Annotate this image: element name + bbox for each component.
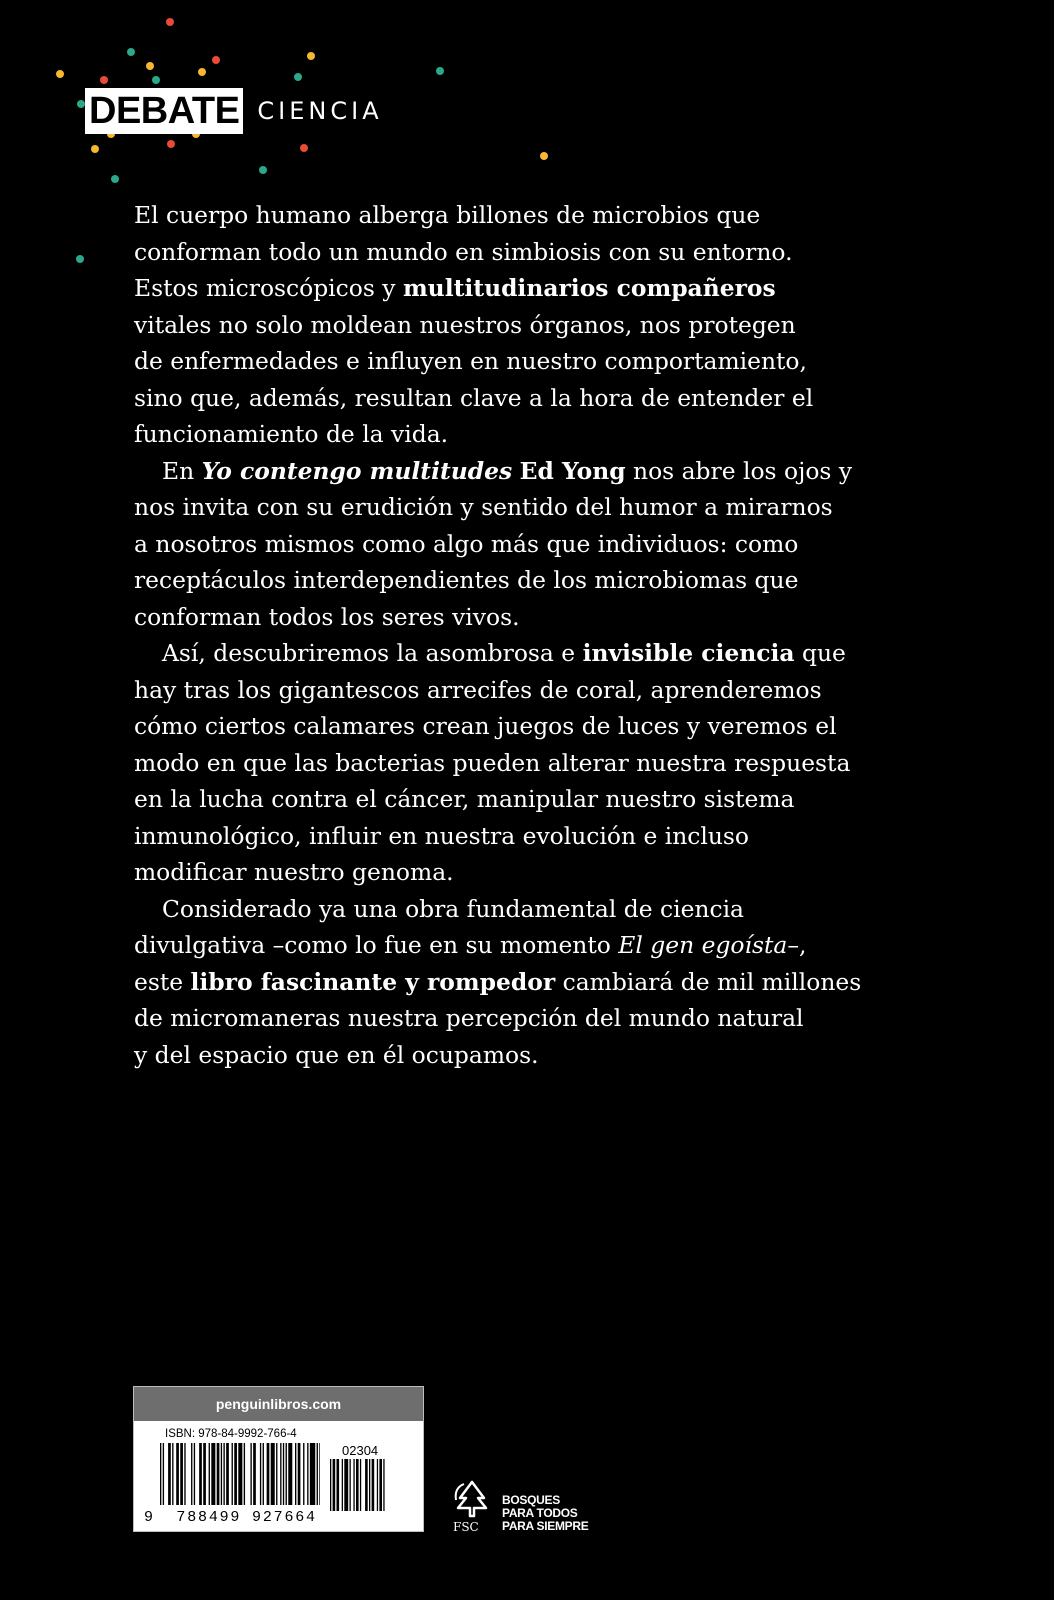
barcode-bar — [176, 1443, 179, 1505]
barcode-bar — [234, 1443, 237, 1505]
fsc-claim-line: PARA SIEMPRE — [502, 1519, 589, 1533]
bold-phrase: multitudinarios compañeros — [402, 274, 776, 302]
barcode-bar — [353, 1459, 354, 1511]
blurb-line: sino que, además, resultan clave a la hora de entender el — [134, 383, 814, 412]
author-name: Ed Yong — [519, 456, 626, 485]
blurb-line — [134, 635, 894, 672]
barcode-bar — [168, 1443, 171, 1505]
website-url: penguinlibros.com — [134, 1387, 423, 1421]
cited-title: El gen egoísta — [618, 931, 788, 959]
barcode-bar — [263, 1443, 264, 1505]
dot — [307, 52, 315, 60]
blurb-line: vitales no solo moldean nuestros órganos, nos protegen — [134, 310, 796, 339]
barcode-bar — [203, 1443, 206, 1505]
barcode-bar — [280, 1443, 281, 1505]
barcode-bar — [172, 1443, 173, 1505]
barcode-bar — [288, 1443, 292, 1505]
book-title: Yo contengo multitudes — [201, 456, 513, 485]
text-run: En — [162, 456, 202, 485]
dot — [152, 76, 160, 84]
blurb-line: nos invita con su erudición y sentido del humor a mirarnos — [134, 493, 833, 521]
blurb-line — [134, 927, 894, 964]
fsc-claim — [502, 1494, 588, 1533]
barcode-bar — [276, 1443, 277, 1505]
barcode-bar — [342, 1459, 343, 1511]
barcode-bar — [333, 1459, 336, 1511]
dot — [100, 76, 108, 84]
blurb-line: y del espacio que en él ocupamos. — [134, 1040, 539, 1069]
fsc-tree-icon — [450, 1478, 494, 1522]
dot — [77, 100, 85, 108]
dot — [294, 73, 302, 81]
blurb-line — [134, 270, 894, 307]
fsc-claim-line: PARA TODOS — [502, 1506, 578, 1520]
barcode-bar — [221, 1443, 222, 1505]
dot — [127, 48, 135, 56]
text-run: Así, descubriremos la asombrosa e — [162, 639, 583, 667]
dot — [300, 144, 308, 152]
barcode-bar — [383, 1459, 384, 1511]
dot — [540, 152, 548, 160]
barcode-bar — [194, 1443, 195, 1505]
blurb-line: conforman todos los seres vivos. — [134, 602, 520, 631]
barcode-bar — [303, 1443, 304, 1505]
barcode-bar — [350, 1459, 351, 1511]
barcode-bar — [271, 1443, 275, 1505]
barcode-bar — [217, 1443, 220, 1505]
barcode-bar — [199, 1443, 202, 1505]
text-run: –, — [787, 931, 807, 959]
isbn-number: ISBN: 978-84-9992-766-4 — [165, 1428, 297, 1440]
barcode-bar — [379, 1459, 382, 1511]
barcode-bar — [250, 1443, 251, 1505]
dot — [212, 56, 220, 64]
text-run: este — [134, 967, 191, 996]
barcode-bar — [211, 1443, 215, 1505]
blurb-line: modificar nuestro genoma. — [134, 858, 454, 886]
barcode-bar — [267, 1443, 270, 1505]
barcode-bar — [180, 1443, 183, 1505]
blurb-line: receptáculos interdependientes de los microbiomas que — [134, 566, 799, 594]
blurb-line — [134, 964, 894, 1001]
blurb-line: a nosotros mismos como algo más que individuos: como — [134, 529, 799, 558]
barcode-bar — [232, 1443, 233, 1505]
blurb-line: conforman todo un mundo en simbiosis con su entorno. — [134, 237, 793, 266]
barcode-bar — [244, 1443, 245, 1505]
barcode-bar — [226, 1443, 229, 1505]
barcode-label — [133, 1386, 424, 1532]
back-cover-blurb — [134, 197, 894, 1073]
bold-phrase: invisible ciencia — [582, 639, 795, 667]
ean-right-group: 927664 — [252, 1509, 317, 1526]
blurb-line: modo en que las bacterias pueden alterar nuestra respuesta — [134, 748, 851, 777]
dot — [76, 255, 84, 263]
blurb-line: El cuerpo humano alberga billones de microbios que — [134, 201, 761, 229]
dot — [167, 140, 175, 148]
dot — [146, 62, 154, 70]
logo-brand: DEBATE — [85, 88, 243, 134]
blurb-line: hay tras los gigantescos arrecifes de coral, aprenderemos — [134, 675, 822, 704]
fsc-certification — [450, 1478, 610, 1538]
dot — [259, 166, 267, 174]
barcode-bar — [295, 1443, 296, 1505]
blurb-line: de micromaneras nuestra percepción del mundo natural — [134, 1004, 804, 1032]
barcode-bar — [163, 1443, 164, 1505]
barcode-bar — [286, 1443, 287, 1505]
barcode-bar — [360, 1459, 361, 1511]
publisher-logo — [85, 88, 383, 134]
text-run: Estos microscópicos y — [134, 274, 403, 302]
barcode-bar — [372, 1459, 375, 1511]
fsc-claim-line: BOSQUES — [502, 1493, 560, 1507]
barcode-bar — [298, 1443, 301, 1505]
blurb-line — [134, 453, 894, 490]
dot — [111, 175, 119, 183]
barcode-bar — [377, 1459, 378, 1511]
dot — [91, 145, 99, 153]
barcode-bar — [260, 1443, 261, 1505]
dot — [436, 67, 444, 75]
dot — [198, 68, 206, 76]
barcode-bar — [310, 1443, 315, 1505]
dot — [166, 18, 174, 26]
blurb-line: funcionamiento de la vida. — [134, 420, 449, 448]
dot — [56, 70, 64, 78]
barcode-bar — [317, 1443, 318, 1505]
ean-barcode — [160, 1443, 320, 1511]
barcode-bar — [184, 1443, 185, 1505]
ean-digits — [144, 1509, 317, 1526]
barcode-bar — [209, 1443, 210, 1505]
barcode-bar — [330, 1459, 331, 1511]
addon-barcode — [330, 1459, 396, 1511]
blurb-line: Considerado ya una obra fundamental de ciencia — [162, 894, 745, 923]
text-run: cambiará de mil millones — [555, 967, 862, 996]
barcode-bar — [365, 1459, 368, 1511]
blurb-line: inmunológico, influir en nuestra evolución e incluso — [134, 821, 749, 850]
barcode-bar — [191, 1443, 192, 1505]
bold-phrase: libro fascinante y rompedor — [190, 967, 556, 996]
ean-first-digit: 9 — [144, 1509, 155, 1526]
blurb-line: de enfermedades e influyen en nuestro comportamiento, — [134, 347, 807, 375]
blurb-line: en la lucha contra el cáncer, manipular nuestro sistema — [134, 785, 795, 813]
barcode-bar — [337, 1459, 340, 1511]
ean-left-group: 788499 — [176, 1509, 242, 1526]
text-run: nos abre los ojos y — [625, 456, 853, 485]
barcode-bar — [160, 1443, 161, 1505]
barcode-bar — [369, 1459, 370, 1511]
fsc-label: FSC — [453, 1520, 479, 1534]
blurb-line: cómo ciertos calamares crean juegos de luces y veremos el — [134, 712, 837, 740]
barcode-bar — [253, 1443, 256, 1505]
barcode-bar — [223, 1443, 224, 1505]
barcode-bar — [319, 1443, 320, 1505]
barcode-bar — [307, 1443, 308, 1505]
logo-imprint: CIENCIA — [257, 97, 383, 125]
barcode-bar — [356, 1459, 359, 1511]
price-addon-code: 02304 — [342, 1443, 379, 1458]
text-run: que — [794, 639, 846, 667]
barcode-bar — [344, 1459, 348, 1511]
barcode-bar — [283, 1443, 284, 1505]
text-run: divulgativa –como lo fue en su momento — [134, 931, 619, 959]
barcode-bar — [238, 1443, 242, 1505]
